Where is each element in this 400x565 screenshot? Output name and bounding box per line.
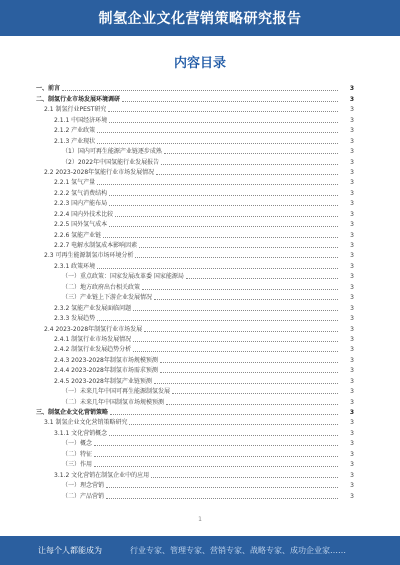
- toc-entry-label: （二）地方政府出台相关政策: [62, 283, 141, 291]
- toc-entry-page: 3: [350, 294, 354, 302]
- toc-leader-dots: [186, 278, 338, 279]
- toc-entry-label: 2.4.5 2023-2028年制氢产业链预测: [54, 377, 152, 385]
- toc-entry[interactable]: [36, 324, 354, 334]
- toc-leader-dots: [109, 122, 338, 123]
- toc-entry[interactable]: [36, 188, 354, 198]
- toc-entry[interactable]: [36, 261, 354, 271]
- toc-heading: 内容目录: [173, 56, 226, 71]
- toc-entry-label: 2.2.1 氢气产量: [54, 179, 96, 187]
- toc-entry-label: （1）国内可再生能源产业链逐步成熟: [62, 148, 162, 156]
- toc-entry-label: 2.3.2 氢能产业发展面临问题: [54, 304, 132, 312]
- toc-entry-label: 3.1 制氢企业文化营销策略研究: [44, 419, 128, 427]
- toc-entry-page: 3: [350, 315, 354, 323]
- toc-entry[interactable]: [36, 293, 354, 303]
- toc-entry-page: 3: [350, 429, 354, 437]
- toc-entry[interactable]: [36, 355, 354, 365]
- toc-entry-label: （三）产业链上下游企业发展情况: [62, 294, 153, 302]
- toc-entry-page: 3: [350, 179, 354, 187]
- toc-leader-dots: [154, 299, 338, 300]
- toc-entry-page: 3: [350, 231, 354, 239]
- toc-entry-label: 2.3.3 发展趋势: [54, 315, 96, 323]
- toc-entry-page: 3: [349, 95, 354, 103]
- toc-entry-page: 3: [350, 346, 354, 354]
- toc-entry[interactable]: [36, 387, 354, 397]
- toc-leader-dots: [115, 216, 338, 217]
- toc-entry-page: 3: [350, 398, 354, 406]
- toc-entry-page: 3: [350, 356, 354, 364]
- toc-entry-label: 2.2 2023-2028年氢能行业市场发展情况: [44, 168, 155, 176]
- toc-entry-page: 3: [350, 137, 354, 145]
- toc-leader-dots: [139, 247, 338, 248]
- toc-entry-page: 3: [350, 482, 354, 490]
- toc-leader-dots: [109, 435, 338, 436]
- toc-entry[interactable]: [36, 366, 354, 376]
- toc-entry[interactable]: [36, 147, 354, 157]
- toc-entry-label: 2.1.3 产业现状: [54, 137, 96, 145]
- toc-entry-page: 3: [350, 210, 354, 218]
- toc-entry-page: 3: [350, 148, 354, 156]
- toc-entry[interactable]: [36, 408, 354, 418]
- toc-leader-dots: [109, 226, 338, 227]
- toc-leader-dots: [109, 195, 338, 196]
- toc-leader-dots: [108, 111, 338, 112]
- toc-entry[interactable]: [36, 178, 354, 188]
- toc-entry-label: （二）未来几年中国制氢市场规模预测: [62, 398, 165, 406]
- toc-entry-label: 一、前言: [36, 85, 61, 93]
- toc-entry[interactable]: [36, 376, 354, 386]
- toc-entry[interactable]: [36, 94, 354, 104]
- toc-leader-dots: [166, 404, 338, 405]
- page-number: 1: [198, 516, 202, 523]
- toc-entry[interactable]: [36, 115, 354, 125]
- toc-entry[interactable]: [36, 199, 354, 209]
- toc-entry-label: 2.4.1 制氢行业市场发展情况: [54, 335, 132, 343]
- toc-entry-page: 3: [350, 127, 354, 135]
- toc-leader-dots: [97, 143, 338, 144]
- toc-entry-label: （一）未来几年中国可再生能源制氢发展: [62, 388, 171, 396]
- header-band: [0, 0, 400, 36]
- toc-entry[interactable]: [36, 449, 354, 459]
- toc-leader-dots: [94, 445, 338, 446]
- toc-entry-label: （2）2022年中国氢能行业发展报告: [62, 158, 160, 166]
- toc-entry-page: 3: [350, 450, 354, 458]
- toc-entry[interactable]: [36, 209, 354, 219]
- toc-entry-page: 3: [350, 335, 354, 343]
- toc-entry[interactable]: [36, 481, 354, 491]
- toc-entry-label: 二、制氢行业市场发展环境调研: [36, 95, 121, 103]
- toc-entry-label: （二）特征: [62, 450, 93, 458]
- toc-entry[interactable]: [36, 282, 354, 292]
- toc-entry-page: 3: [350, 492, 354, 500]
- toc-leader-dots: [94, 466, 338, 467]
- toc-entry-page: 3: [350, 304, 354, 312]
- toc-entry-label: 2.1.2 产业政策: [54, 127, 96, 135]
- toc-entry-page: 3: [350, 377, 354, 385]
- toc-leader-dots: [97, 268, 338, 269]
- toc-entry-label: 2.2.3 国内产能布局: [54, 200, 108, 208]
- toc-entry-label: 2.4.4 2023-2028年制氢市场需求预测: [54, 367, 158, 375]
- toc-entry[interactable]: [36, 220, 354, 230]
- toc-entry-label: （一）理念营销: [62, 482, 105, 490]
- toc-entry-page: 3: [350, 252, 354, 260]
- toc-entry-page: 3: [350, 189, 354, 197]
- footer-slogan-roles: 行业专家、管理专家、营销专家、战略专家、成功企业家……: [130, 546, 346, 555]
- toc-entry-page: 3: [350, 158, 354, 166]
- toc-leader-dots: [172, 393, 338, 394]
- toc-entry-page: 3: [350, 168, 354, 176]
- toc-entry-page: 3: [350, 273, 354, 281]
- toc-entry-page: 3: [350, 262, 354, 270]
- toc-entry[interactable]: [36, 157, 354, 167]
- toc-entry-page: 3: [350, 419, 354, 427]
- toc-entry-label: 2.2.5 国外氢气成本: [54, 221, 108, 229]
- toc-entry-page: 3: [350, 388, 354, 396]
- toc-entry-label: 2.2.2 氢气消费结构: [54, 189, 108, 197]
- toc-entry-label: 2.1 制氢行业PEST研究: [44, 106, 107, 114]
- toc-entry[interactable]: [36, 335, 354, 345]
- toc-leader-dots: [133, 341, 338, 342]
- toc-entry[interactable]: [36, 272, 354, 282]
- footer-slogan-lead: 让每个人都能成为: [38, 546, 102, 555]
- toc-entry-label: 2.2.4 国内外技术比较: [54, 210, 114, 218]
- toc-entry-label: （二）产品营销: [62, 492, 105, 500]
- toc-entry-label: 2.4.3 2023-2028年制氢市场规模预测: [54, 356, 158, 364]
- toc-entry-label: 3.1.1 文化营销概念: [54, 429, 108, 437]
- toc-leader-dots: [164, 153, 338, 154]
- toc-leader-dots: [110, 414, 338, 415]
- toc-entry-page: 3: [350, 283, 354, 291]
- toc-leader-dots: [109, 205, 338, 206]
- toc-leader-dots: [122, 101, 338, 102]
- toc-leader-dots: [133, 351, 338, 352]
- toc-leader-dots: [154, 383, 338, 384]
- toc-entry[interactable]: [36, 418, 354, 428]
- toc-entry[interactable]: [36, 439, 354, 449]
- toc-entry-page: 3: [349, 85, 354, 93]
- toc-entry[interactable]: [36, 251, 354, 261]
- toc-entry-page: 3: [350, 471, 354, 479]
- toc-entry[interactable]: [36, 314, 354, 324]
- footer-band: [0, 536, 400, 565]
- toc-entry[interactable]: [36, 303, 354, 313]
- report-title: 制氢企业文化营销策略研究报告: [98, 11, 302, 27]
- toc-leader-dots: [135, 257, 338, 258]
- toc-entry-label: 2.4.2 制氢行业发展趋势分析: [54, 346, 132, 354]
- toc-entry-label: 2.3.1 政策环境: [54, 262, 96, 270]
- toc-leader-dots: [106, 487, 338, 488]
- toc-entry-label: （一）重点政策：国家发展改革委 国家能源局: [62, 273, 184, 281]
- toc-entry[interactable]: [36, 241, 354, 251]
- toc-entry-page: 3: [350, 106, 354, 114]
- toc-entry[interactable]: [36, 84, 354, 94]
- toc-entry-page: 3: [349, 409, 354, 416]
- toc-entry-page: 3: [350, 367, 354, 375]
- toc-entry-label: （一）概念: [62, 440, 93, 448]
- toc-entry-page: 3: [350, 242, 354, 249]
- toc-entry-label: 2.3 可再生能源制氢市场环境分析: [44, 252, 134, 260]
- toc-entry-label: 3.1.2 文化营销在制氢企业中的应用: [54, 471, 150, 479]
- toc-entry[interactable]: [36, 136, 354, 146]
- toc-leader-dots: [103, 237, 338, 238]
- toc-leader-dots: [161, 164, 338, 165]
- toc-entry-page: 3: [350, 440, 354, 448]
- toc-entry-page: 3: [350, 461, 354, 469]
- toc-entry-label: 三、制氢企业文化营销策略: [36, 409, 109, 416]
- toc-entry-label: 2.4 2023-2028年制氢行业市场发展: [44, 325, 143, 333]
- toc-leader-dots: [62, 90, 338, 91]
- toc-entry-page: 3: [350, 200, 354, 208]
- toc-leader-dots: [133, 310, 338, 311]
- toc-leader-dots: [156, 174, 338, 175]
- toc-leader-dots: [151, 477, 338, 478]
- toc-entry[interactable]: [36, 230, 354, 240]
- toc-entry[interactable]: [36, 428, 354, 438]
- toc-leader-dots: [94, 456, 338, 457]
- toc-leader-dots: [142, 289, 338, 290]
- toc-leader-dots: [97, 132, 338, 133]
- toc-leader-dots: [97, 184, 338, 185]
- toc-entry[interactable]: [36, 397, 354, 407]
- toc-leader-dots: [160, 362, 338, 363]
- toc-entry[interactable]: [36, 345, 354, 355]
- toc-entry[interactable]: [36, 168, 354, 178]
- toc-leader-dots: [160, 372, 338, 373]
- toc-entry[interactable]: [36, 470, 354, 480]
- toc-entry-label: （三）作用: [62, 461, 93, 469]
- toc-entry[interactable]: [36, 460, 354, 470]
- toc-leader-dots: [144, 331, 338, 332]
- toc-entry-page: 3: [350, 116, 354, 124]
- toc-entry-page: 3: [350, 221, 354, 229]
- toc-entry[interactable]: [36, 105, 354, 115]
- toc-entry-label: 2.1.1 中国经济环境: [54, 116, 108, 124]
- toc-leader-dots: [129, 424, 338, 425]
- toc-entry[interactable]: [36, 126, 354, 136]
- toc-list: [36, 84, 354, 502]
- toc-leader-dots: [97, 320, 338, 321]
- toc-entry-page: 3: [350, 325, 354, 333]
- toc-entry-label: 2.2.7 电解水制氢成本影响因素: [54, 242, 138, 249]
- toc-entry[interactable]: [36, 491, 354, 501]
- toc-leader-dots: [106, 498, 338, 499]
- toc-entry-label: 2.2.6 氢能产业链: [54, 231, 102, 239]
